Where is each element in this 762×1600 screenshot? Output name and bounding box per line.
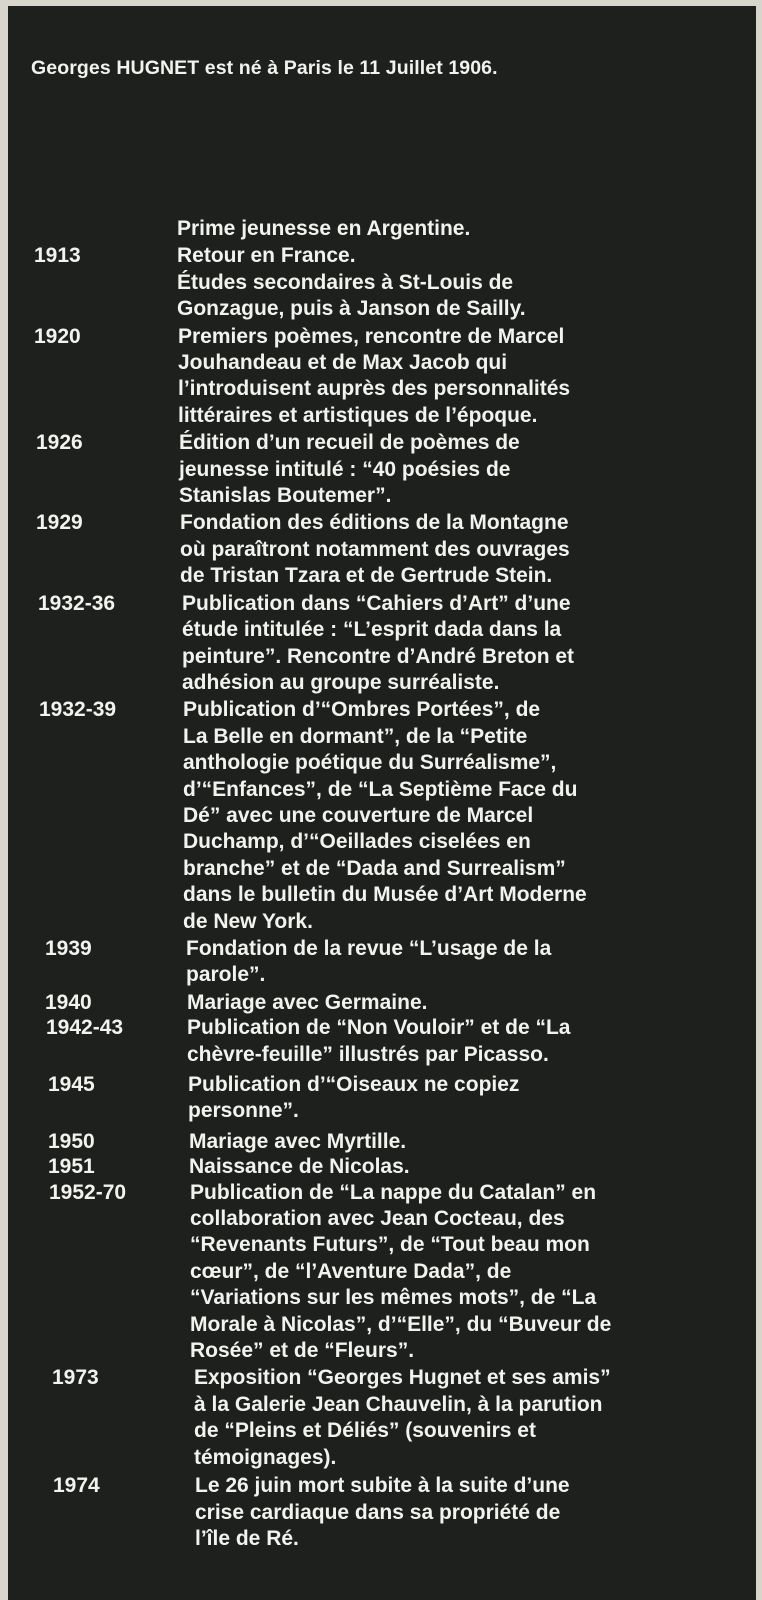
timeline-entry	[0, 1180, 762, 1365]
entry-year: 1945	[48, 1073, 95, 1096]
timeline-entry	[0, 1365, 762, 1471]
timeline-entry	[0, 1129, 762, 1155]
page-edge-top	[0, 0, 762, 6]
entry-text: Mariage avec Myrtille.	[189, 1129, 407, 1153]
timeline-entry	[0, 1473, 762, 1552]
timeline-entry	[0, 510, 762, 589]
timeline-entry	[0, 216, 762, 242]
timeline-entry	[0, 324, 762, 430]
entry-year: 1929	[36, 511, 83, 535]
entry-text: Publication de “La nappe du Catalan” en collaboration avec Jean Cocteau, des “Revenants Futurs”, de “Tout beau mon cœur”, de “l’Aventure Dada”, de “Variations sur les mêmes mots”, de “La Morale à Nicolas”, d’“Elle”, du “Buveur de Rosée” et de “Fleurs”.	[190, 1180, 612, 1363]
intro-line: Georges HUGNET est né à Paris le 11 Juillet 1906.	[31, 57, 498, 79]
entry-year: 1951	[48, 1155, 95, 1179]
entry-text: Retour en France. Études secondaires à St-Louis de Gonzague, puis à Janson de Sailly.	[177, 244, 526, 321]
entry-text: Publication d’“Ombres Portées”, de La Belle en dormant”, de la “Petite anthologie poétique du Surréalisme”, d’“Enfances”, de “La Septième Face du Dé” avec une couverture de Marcel Duchamp, d’“Oeillades ciselées en branche” et de “Dada and Surrealism” dans le bulletin du Musée d’Art Moderne de New York.	[183, 698, 587, 933]
timeline-entry	[0, 1072, 762, 1125]
entry-year: 1913	[34, 244, 81, 268]
entry-year: 1920	[34, 324, 81, 348]
entry-text: Premiers poèmes, rencontre de Marcel Jouhandeau et de Max Jacob qui l’introduisent auprès des personnalités littéraires et artistiques de l’époque.	[178, 324, 571, 427]
entry-text: Publication dans “Cahiers d’Art” d’une étude intitulée : “L’esprit dada dans la peinture”. Rencontre d’André Breton et adhésion au groupe surréaliste.	[182, 591, 575, 694]
entry-year: 1974	[53, 1474, 100, 1498]
entry-year: 1932-36	[38, 591, 116, 615]
entry-year: 1973	[52, 1366, 99, 1390]
entry-year: 1932-39	[39, 698, 117, 722]
entry-text: Mariage avec Germaine.	[187, 990, 428, 1014]
timeline-entry	[0, 990, 762, 1016]
entry-text: Édition d’un recueil de poèmes de jeunesse intitulé : “40 poésies de Stanislas Boutemer”.	[179, 431, 520, 508]
entry-text: Naissance de Nicolas.	[189, 1155, 410, 1179]
timeline-entry	[0, 591, 762, 697]
timeline-entry	[0, 697, 762, 935]
entry-text: Le 26 juin mort subite à la suite d’une crise cardiaque dans sa propriété de l’île de Ré.	[195, 1474, 570, 1550]
entry-text: Publication de “Non Vouloir” et de “La chèvre-feuille” illustrés par Picasso.	[187, 1016, 571, 1066]
entry-year: 1950	[48, 1129, 95, 1153]
timeline-entry	[0, 1154, 762, 1180]
timeline	[0, 216, 762, 1552]
entry-year: 1940	[45, 990, 92, 1014]
entry-text: Fondation de la revue “L’usage de la parole”.	[186, 936, 552, 987]
entry-year: 1939	[45, 936, 92, 960]
entry-year: 1926	[36, 431, 83, 455]
timeline-entry	[0, 243, 762, 322]
entry-text: Prime jeunesse en Argentine.	[177, 217, 471, 240]
entry-text: Publication d’“Oiseaux ne copiez personne”.	[188, 1073, 520, 1123]
timeline-entry	[0, 430, 762, 509]
entry-year: 1942-43	[46, 1016, 124, 1040]
entry-text: Exposition “Georges Hugnet et ses amis” à la Galerie Jean Chauvelin, à la parution de “Pleins et Déliés” (souvenirs et témoignages).	[194, 1366, 611, 1469]
timeline-entry	[0, 1015, 762, 1068]
entry-year: 1952-70	[49, 1180, 127, 1204]
timeline-entry	[0, 936, 762, 989]
entry-text: Fondation des éditions de la Montagne où paraîtront notamment des ouvrages de Tristan Tzara et de Gertrude Stein.	[180, 511, 570, 588]
